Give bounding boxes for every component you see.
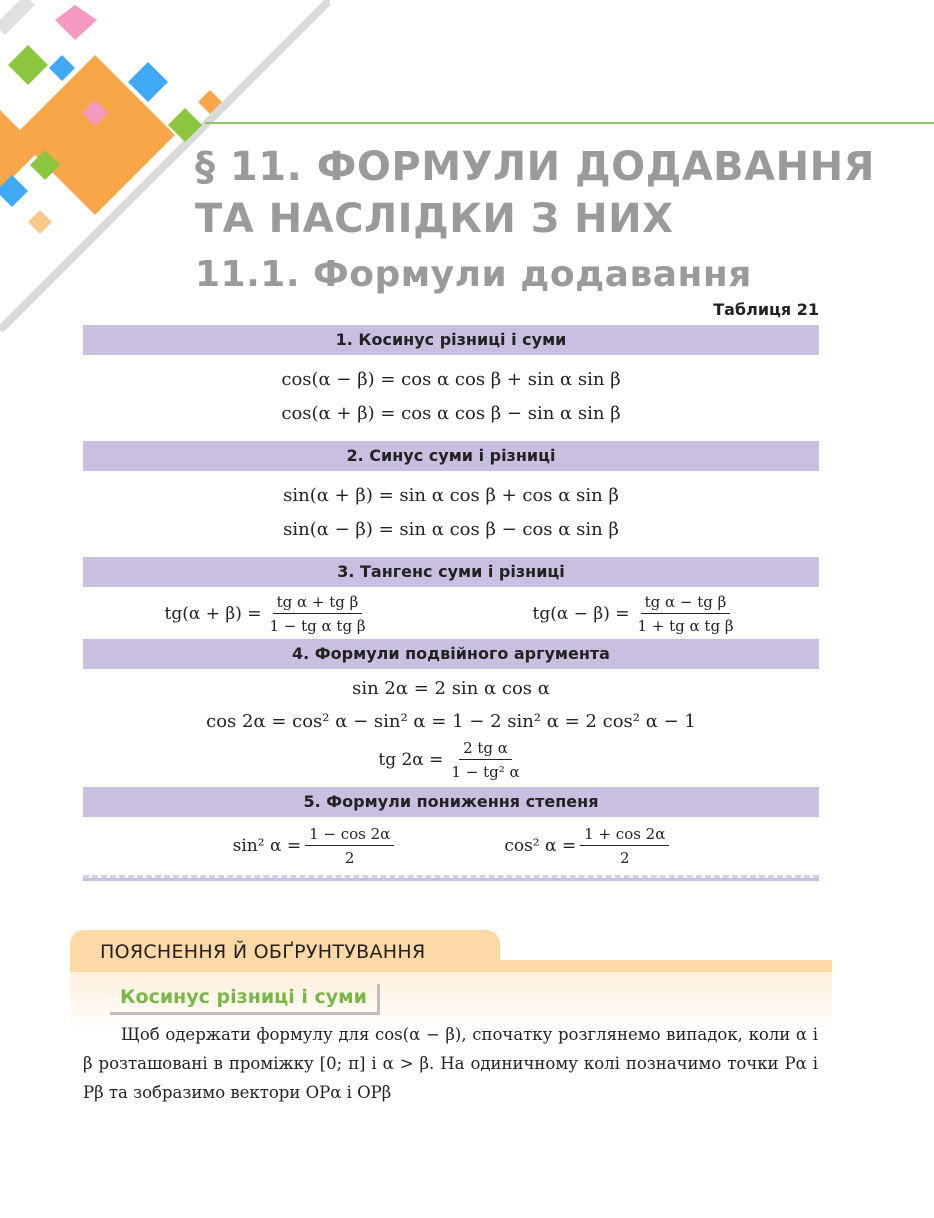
formula-lhs: cos² α = [504,836,577,856]
table-caption: Таблиця 21 [713,300,819,319]
formula-lhs: tg(α + β) = [164,604,262,624]
numerator: tg α + tg β [273,593,363,614]
section-body-cos [83,355,819,441]
section-header-tan-sum-diff: 3. Тангенс суми і різниці [83,557,819,587]
formula-cos-diff: cos(α − β) = cos α cos β + sin α sin β [281,369,621,390]
section-title-line-1: § 11. ФОРМУЛИ ДОДАВАННЯ [195,144,875,190]
explanation-heading: ПОЯСНЕННЯ Й ОБҐРУНТУВАННЯ [100,941,426,963]
formula-tan-diff [532,593,737,635]
numerator: 1 + cos 2α [580,825,669,846]
formula-cos-double: cos 2α = cos² α − sin² α = 1 − 2 sin² α = 2 cos² α − 1 [206,711,696,732]
numerator: tg α − tg β [641,593,731,614]
section-header-sin-sum-diff: 2. Синус суми і різниці [83,441,819,471]
section-header-cos-diff-sum: 1. Косинус різниці і суми [83,325,819,355]
fraction [447,739,523,781]
subheading-box [110,984,380,1015]
fraction [580,825,669,867]
formula-sin-double: sin 2α = 2 sin α cos α [352,678,550,699]
formula-sin-squared [233,825,395,867]
formula-tan-double [378,739,523,781]
formula-sin-diff: sin(α − β) = sin α cos β − cos α sin β [283,519,619,540]
formula-lhs: tg 2α = [378,750,444,770]
formula-lhs: tg(α − β) = [532,604,630,624]
section-body-double [83,669,819,787]
formula-table [83,325,819,881]
explanation-paragraph [83,1020,818,1107]
section-title-line-2: ТА НАСЛІДКИ З НИХ [195,196,674,242]
section-body-power [83,817,819,871]
numerator: 1 − cos 2α [305,825,394,846]
denominator: 1 + tg α tg β [637,617,734,635]
fraction [305,825,394,867]
denominator: 1 − tg² α [451,763,520,781]
denominator: 1 − tg α tg β [269,617,366,635]
formula-cos-squared [504,825,669,867]
subheading: Косинус різниці і суми [120,986,367,1008]
section-body-tan [83,587,819,639]
paragraph-text: Щоб одержати формулу для cos(α − β), спочатку розглянемо випадок, коли α і β розташовані в проміжку [0; π] і α > β. На одиничному колі позначимо точки Pα і Pβ та зобразимо вектори OPα і OPβ [83,1025,818,1102]
subsection-name: Формули додавання [313,254,752,295]
section-header-power-reduction: 5. Формули пониження степеня [83,787,819,817]
numerator: 2 tg α [459,739,512,760]
fraction [265,593,369,635]
denominator: 2 [619,849,630,867]
subsection-title [195,246,875,304]
section-title [195,142,875,304]
formula-sin-sum: sin(α + β) = sin α cos β + cos α sin β [283,485,619,506]
table-bottom-border [83,875,819,881]
fraction [633,593,737,635]
top-rule [205,122,934,124]
subsection-number: 11.1. [195,254,300,295]
formula-lhs: sin² α = [232,836,302,856]
formula-tan-sum [164,593,369,635]
formula-cos-sum: cos(α + β) = cos α cos β − sin α sin β [281,403,621,424]
section-header-double-angle: 4. Формули подвійного аргумента [83,639,819,669]
denominator: 2 [344,849,355,867]
section-body-sin [83,471,819,557]
